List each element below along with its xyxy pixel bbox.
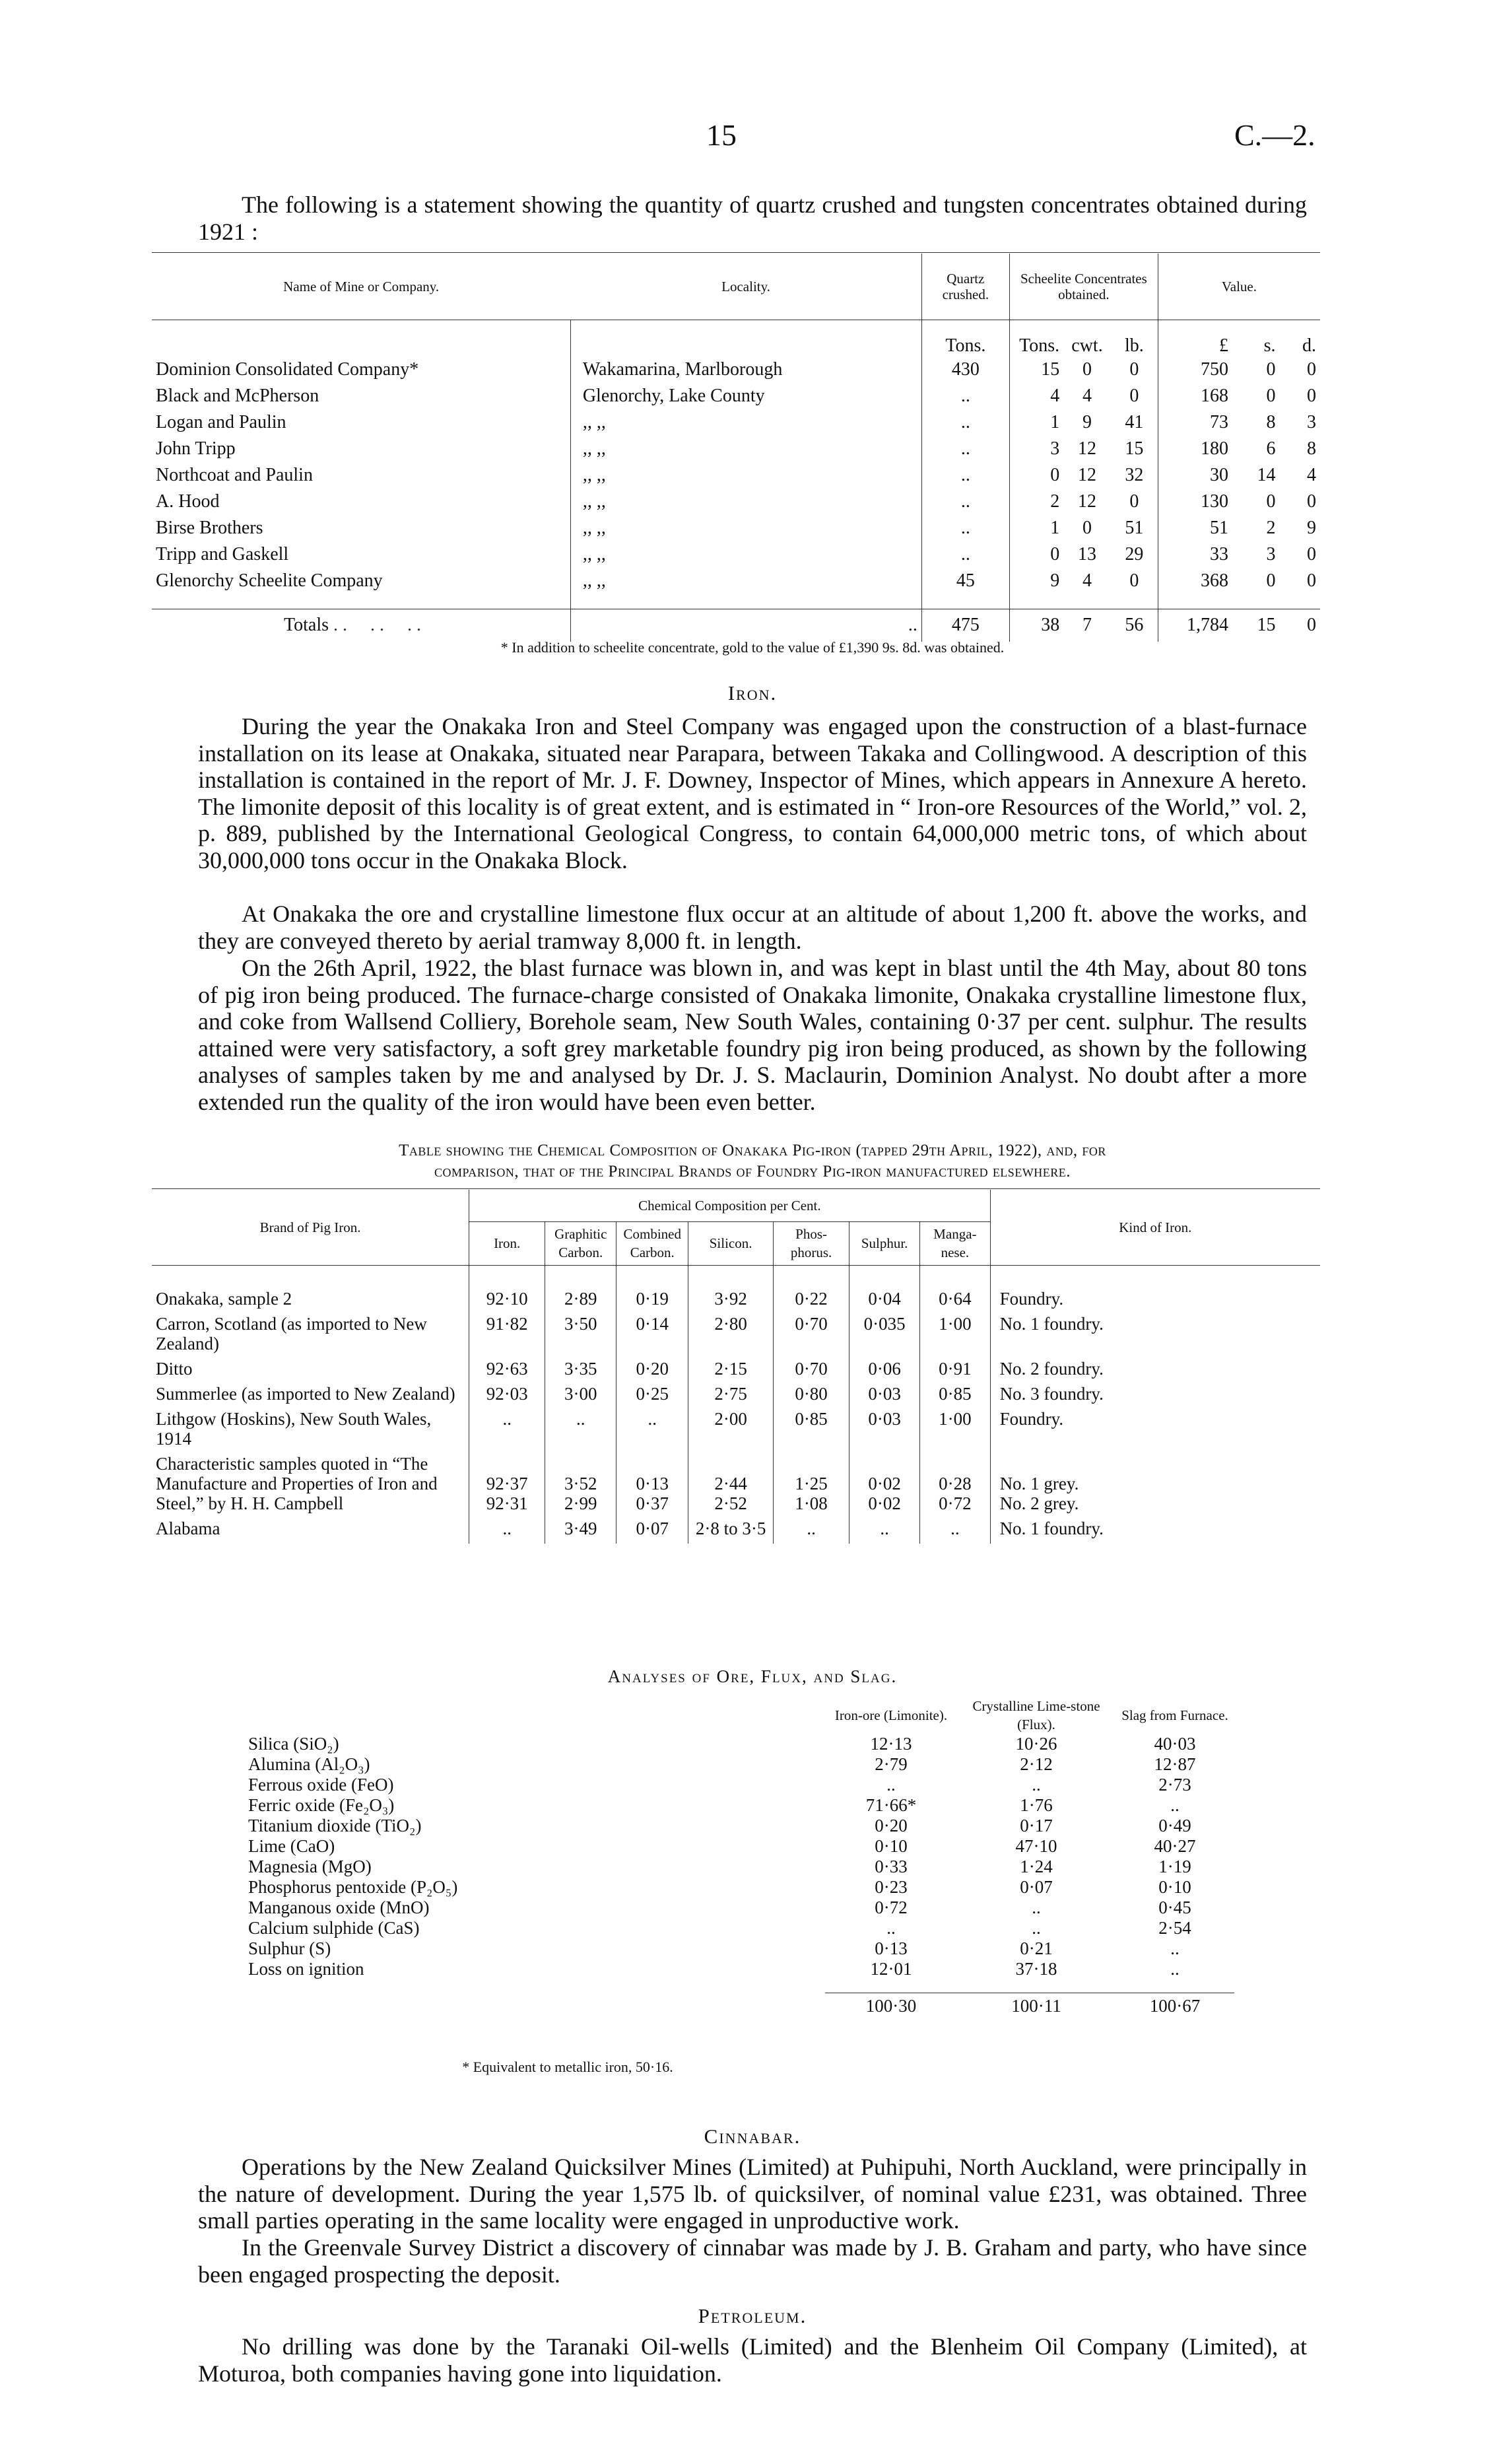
cell-slag: 40·27 — [1154, 1836, 1196, 1856]
cell-flux: 1·24 — [1020, 1857, 1053, 1876]
cell-flux: 0·21 — [1020, 1938, 1053, 1958]
table-row — [152, 1454, 1320, 1519]
cell-d: 3 — [1307, 412, 1316, 432]
cell-slag: 2·54 — [1158, 1918, 1191, 1938]
cell-locality: Glenorchy, Lake County — [570, 383, 921, 409]
cell-tons: 15 — [1009, 357, 1063, 383]
cell-pound: 51 — [1158, 515, 1232, 541]
cell-manganese: 0·28 0·72 — [920, 1454, 990, 1519]
cell-constituent: Silica (SiO₂) — [248, 1734, 339, 1754]
table-row — [244, 1877, 1234, 1898]
cell-sulphur: 0·03 — [849, 1409, 920, 1454]
cell-s: 6 — [1266, 438, 1276, 459]
petroleum-heading: Petroleum. — [698, 2304, 807, 2327]
quartz-table — [152, 254, 1320, 642]
totals-lb: 56 — [1125, 615, 1144, 636]
table-row — [152, 383, 1320, 409]
cell-lb: 51 — [1125, 518, 1144, 538]
cell-manganese: 1·00 — [920, 1314, 990, 1359]
pig-table-top-rule — [152, 1188, 1320, 1189]
pig-table-caption-1: Table showing the Chemical Composition of Onakaka Pig-iron (tapped 29th April, 1922), and, for — [399, 1142, 1106, 1159]
cell-silicon: 2·15 — [688, 1359, 774, 1384]
cell-graphitic: 2·89 — [545, 1289, 616, 1314]
cell-flux: .. — [1032, 1775, 1041, 1795]
cell-name: Birse Brothers — [156, 518, 263, 538]
cell-manganese: 1·00 — [920, 1409, 990, 1454]
cell-d: 0 — [1307, 491, 1316, 512]
cell-pound: 180 — [1158, 436, 1232, 462]
cell-slag: 0·45 — [1158, 1898, 1191, 1917]
cell-quartz: 45 — [921, 568, 1009, 594]
col-header-sulphur: Sulphur. — [849, 1221, 920, 1265]
cell-s: 3 — [1266, 544, 1276, 565]
cell-ore: 0·33 — [875, 1857, 908, 1876]
cell-silicon: 2·00 — [688, 1409, 774, 1454]
unit-d: d. — [1302, 335, 1316, 356]
cell-phosphorus: 0·85 — [774, 1409, 849, 1454]
cell-lb: 15 — [1125, 438, 1144, 459]
cell-d: 0 — [1307, 359, 1316, 380]
cell-iron: .. — [469, 1519, 545, 1544]
table-row — [244, 1754, 1234, 1775]
col-header-chem-group: Chemical Composition per Cent. — [469, 1190, 990, 1221]
cell-pound: 30 — [1158, 462, 1232, 489]
ore-table — [244, 1697, 1234, 2019]
cell-cwt: 12 — [1077, 491, 1096, 512]
cell-lb: 41 — [1125, 412, 1144, 432]
cell-quartz: .. — [921, 462, 1009, 489]
iron-paragraph-1: During the year the Onakaka Iron and Steel Company was engaged upon the construction of a blast-furnace installation on its lease at Onakaka, situated near Parapara, between Takaka and Collingwood. A description of this installation is contained in the report of Mr. J. F. Downey, Inspector of Mines, which appears in Annexure A hereto. The limonite deposit of this locality is of great extent, and is estimated in “ Iron-ore Resources of the World,” vol. 2, p. 889, published by the International Geological Congress, to contain 64,000,000 metric tons, of which about 30,000,000 tons occur in the Onakaka Block. — [198, 713, 1307, 873]
cell-graphitic: 3·49 — [545, 1519, 616, 1544]
cell-kind: Foundry. — [990, 1289, 1320, 1314]
cell-brand: Alabama — [156, 1519, 220, 1538]
cell-phosphorus: 0·22 — [774, 1289, 849, 1314]
cell-name: Dominion Consolidated Company* — [156, 359, 419, 380]
cell-iron: 92·03 — [469, 1384, 545, 1409]
cell-locality: ,, ,, — [570, 409, 921, 436]
cell-name: Northcoat and Paulin — [156, 465, 313, 485]
cell-flux: 0·07 — [1020, 1877, 1053, 1897]
cell-slag: 0·49 — [1158, 1816, 1191, 1835]
cell-pound: 33 — [1158, 541, 1232, 568]
cell-pound: 168 — [1158, 383, 1232, 409]
cell-constituent: Titanium dioxide (TiO₂) — [248, 1816, 422, 1835]
cell-locality: ,, ,, — [570, 462, 921, 489]
cell-constituent: Alumina (Al₂O₃) — [248, 1754, 370, 1774]
cell-tons: 3 — [1009, 436, 1063, 462]
col-header-locality: Locality. — [721, 278, 771, 294]
table-row — [244, 1959, 1234, 1979]
intro-paragraph: The following is a statement showing the quantity of quartz crushed and tungsten concentrates obtained during 1921 : — [198, 191, 1307, 245]
cell-constituent: Manganous oxide (MnO) — [248, 1898, 430, 1917]
cell-phosphorus: 0·70 — [774, 1359, 849, 1384]
cell-cwt: 0 — [1082, 359, 1092, 380]
cell-lb: 32 — [1125, 465, 1144, 485]
table-row — [152, 568, 1320, 594]
cell-manganese: 0·91 — [920, 1359, 990, 1384]
cell-quartz: .. — [921, 436, 1009, 462]
cell-lb: 0 — [1129, 359, 1139, 380]
cell-iron: 91·82 — [469, 1314, 545, 1359]
cell-flux: .. — [1032, 1898, 1041, 1917]
flux-total: 100·11 — [1011, 1995, 1061, 2016]
cell-kind: No. 1 foundry. — [990, 1314, 1320, 1359]
cell-ore: 0·72 — [875, 1898, 908, 1917]
totals-cwt: 7 — [1082, 615, 1092, 636]
cell-combined: 0·13 0·37 — [616, 1454, 688, 1519]
cell-flux: .. — [1032, 1918, 1041, 1938]
cell-pound: 750 — [1158, 357, 1232, 383]
totals-tons: 38 — [1009, 609, 1063, 642]
cell-brand: Summerlee (as imported to New Zealand) — [156, 1384, 455, 1404]
cell-constituent: Ferrous oxide (FeO) — [248, 1775, 394, 1795]
col-header-iron: Iron. — [469, 1221, 545, 1265]
table-row — [152, 541, 1320, 568]
cell-ore: 2·79 — [875, 1754, 908, 1774]
cell-tons: 2 — [1009, 489, 1063, 515]
cell-graphitic: 3·35 — [545, 1359, 616, 1384]
unit-s: s. — [1263, 335, 1276, 356]
unit-cwt: cwt. — [1071, 335, 1103, 356]
table-row — [152, 1384, 1320, 1409]
cell-iron: 92·10 — [469, 1289, 545, 1314]
iron-paragraph-3: On the 26th April, 1922, the blast furnace was blown in, and was kept in blast until the 4th May, about 80 tons of pig iron being produced. The furnace-charge consisted of Onakaka limonite, Onakaka crystalline limestone flux, and coke from Wallsend Colliery, Borehole seam, New South Wales, containing 0·37 per cent. sulphur. The results attained were very satisfactory, a soft grey marketable foundry pig iron being produced, as shown by the following analyses of samples taken by me and analysed by Dr. J. S. Maclaurin, Dominion Analyst. No doubt after a more extended run the quality of the iron would have been even better. — [198, 955, 1307, 1115]
cell-d: 8 — [1307, 438, 1316, 459]
cell-d: 9 — [1307, 518, 1316, 538]
cell-sulphur: 0·035 — [849, 1314, 920, 1359]
cell-brand: Onakaka, sample 2 — [156, 1289, 292, 1309]
ore-total: 100·30 — [865, 1995, 917, 2016]
cell-ore: .. — [886, 1918, 896, 1938]
cell-combined: 0·19 — [616, 1289, 688, 1314]
petroleum-paragraph-1: No drilling was done by the Taranaki Oil-wells (Limited) and the Blenheim Oil Company (Limited), at Moturoa, both companies having gone into liquidation. — [198, 2333, 1307, 2387]
cell-s: 2 — [1266, 518, 1276, 538]
col-header-brand: Brand of Pig Iron. — [259, 1219, 361, 1235]
cell-phosphorus: 0·70 — [774, 1314, 849, 1359]
col-header-flux: Crystalline Lime-stone (Flux). — [972, 1698, 1100, 1732]
table-row — [244, 1836, 1234, 1857]
unit-lb: lb. — [1124, 335, 1144, 356]
cell-ore: 0·23 — [875, 1877, 908, 1897]
col-header-value: Value. — [1158, 254, 1320, 320]
cell-silicon: 2·8 to 3·5 — [688, 1519, 774, 1544]
ore-totals-row — [244, 1993, 1234, 2019]
cell-locality: ,, ,, — [570, 568, 921, 594]
cell-kind: No. 3 foundry. — [990, 1384, 1320, 1409]
cell-tons: 0 — [1009, 462, 1063, 489]
cell-s: 8 — [1266, 412, 1276, 432]
cell-slag: .. — [1170, 1795, 1180, 1815]
cell-cwt: 4 — [1082, 570, 1092, 591]
table-row — [152, 462, 1320, 489]
cell-lb: 29 — [1125, 544, 1144, 565]
pig-iron-table — [152, 1190, 1320, 1544]
cell-constituent: Loss on ignition — [248, 1959, 364, 1979]
cell-ore: 0·13 — [875, 1938, 908, 1958]
cell-combined: 0·07 — [616, 1519, 688, 1544]
cell-constituent: Sulphur (S) — [248, 1938, 331, 1958]
cell-slag: 1·19 — [1158, 1857, 1191, 1876]
cell-constituent: Ferric oxide (Fe₂O₃) — [248, 1795, 395, 1815]
cell-s: 14 — [1257, 465, 1276, 485]
cell-sulphur: .. — [849, 1519, 920, 1544]
table-row — [244, 1898, 1234, 1918]
cell-brand: Characteristic samples quoted in “The Manufacture and Properties of Iron and Steel,” by H. H. Campbell — [156, 1454, 438, 1513]
table-row — [152, 515, 1320, 541]
cell-constituent: Magnesia (MgO) — [248, 1857, 372, 1876]
totals-s: 15 — [1257, 615, 1276, 636]
col-header-ore: Iron-ore (Limonite). — [834, 1707, 948, 1723]
cell-d: 0 — [1307, 386, 1316, 406]
totals-d: 0 — [1307, 615, 1316, 636]
cell-name: John Tripp — [156, 438, 236, 459]
table-row — [244, 1857, 1234, 1877]
table-row — [152, 489, 1320, 515]
table-top-rule — [152, 252, 1320, 253]
cell-locality: ,, ,, — [570, 489, 921, 515]
cell-flux: 2·12 — [1020, 1754, 1053, 1774]
cell-tons: 9 — [1009, 568, 1063, 594]
cell-s: 0 — [1266, 386, 1276, 406]
table-row — [152, 1289, 1320, 1314]
cell-s: 0 — [1266, 570, 1276, 591]
totals-pound: 1,784 — [1158, 609, 1232, 642]
cell-tons: 1 — [1009, 515, 1063, 541]
table-row — [244, 1918, 1234, 1938]
cell-name: Logan and Paulin — [156, 412, 286, 432]
cell-silicon: 2·80 — [688, 1314, 774, 1359]
quartz-footnote: * In addition to scheelite concentrate, gold to the value of £1,390 9s. 8d. was obtained. — [500, 639, 1005, 656]
cell-slag: 40·03 — [1154, 1734, 1196, 1754]
unit-tons2: Tons. — [1009, 320, 1063, 357]
cell-combined: 0·20 — [616, 1359, 688, 1384]
cell-cwt: 9 — [1082, 412, 1092, 432]
cell-name: A. Hood — [156, 491, 220, 512]
slag-total: 100·67 — [1149, 1995, 1201, 2016]
iron-paragraph-2: At Onakaka the ore and crystalline limestone flux occur at an altitude of about 1,200 ft. above the works, and they are conveyed thereto by aerial tramway 8,000 ft. in length. — [198, 901, 1307, 954]
table-row — [244, 1775, 1234, 1795]
cell-graphitic: 3·50 — [545, 1314, 616, 1359]
cell-pound: 130 — [1158, 489, 1232, 515]
cell-phosphorus: 0·80 — [774, 1384, 849, 1409]
cell-constituent: Phosphorus pentoxide (P₂O₅) — [248, 1877, 458, 1897]
totals-label: Totals — [284, 615, 329, 636]
table-row — [244, 1816, 1234, 1836]
cell-constituent: Calcium sulphide (CaS) — [248, 1918, 420, 1938]
cell-locality: ,, ,, — [570, 436, 921, 462]
cell-quartz: .. — [921, 383, 1009, 409]
cell-cwt: 13 — [1077, 544, 1096, 565]
cell-phosphorus: .. — [774, 1519, 849, 1544]
cell-lb: 0 — [1129, 491, 1139, 512]
cell-s: 0 — [1266, 491, 1276, 512]
totals-quartz: 475 — [921, 609, 1009, 642]
cell-sulphur: 0·04 — [849, 1289, 920, 1314]
col-header-combined: Combined Carbon. — [616, 1221, 688, 1265]
cell-slag: .. — [1170, 1959, 1180, 1979]
page-number: 15 — [706, 118, 737, 152]
cell-iron: 92·63 — [469, 1359, 545, 1384]
cell-ore: 0·20 — [875, 1816, 908, 1835]
table-row — [152, 409, 1320, 436]
cell-sulphur: 0·06 — [849, 1359, 920, 1384]
cell-cwt: 0 — [1082, 518, 1092, 538]
cell-pound: 368 — [1158, 568, 1232, 594]
cell-combined: .. — [616, 1409, 688, 1454]
table-row — [152, 436, 1320, 462]
cell-ore: .. — [886, 1775, 896, 1795]
cell-locality: Wakamarina, Marlborough — [570, 357, 921, 383]
cell-d: 0 — [1307, 570, 1316, 591]
table-row — [244, 1795, 1234, 1816]
cell-quartz: 430 — [921, 357, 1009, 383]
table-row — [244, 1734, 1234, 1754]
col-header-quartz: Quartz crushed. — [921, 254, 1009, 320]
cell-kind: Foundry. — [990, 1409, 1320, 1454]
ore-footnote: * Equivalent to metallic iron, 50·16. — [462, 2059, 673, 2075]
cell-manganese: 0·64 — [920, 1289, 990, 1314]
cinnabar-heading: Cinnabar. — [704, 2125, 801, 2148]
cell-iron: .. — [469, 1409, 545, 1454]
cell-slag: .. — [1170, 1938, 1180, 1958]
cell-brand: Lithgow (Hoskins), New South Wales, 1914 — [156, 1409, 432, 1449]
table-row — [244, 1938, 1234, 1959]
cell-flux: 47·10 — [1015, 1836, 1057, 1856]
cell-flux: 0·17 — [1020, 1816, 1053, 1835]
cell-cwt: 12 — [1077, 438, 1096, 459]
cell-locality: ,, ,, — [570, 515, 921, 541]
cell-sulphur: 0·02 0·02 — [849, 1454, 920, 1519]
cell-cwt: 12 — [1077, 465, 1096, 485]
cell-sulphur: 0·03 — [849, 1384, 920, 1409]
cell-graphitic: .. — [545, 1409, 616, 1454]
cell-combined: 0·25 — [616, 1384, 688, 1409]
cell-tons: 1 — [1009, 409, 1063, 436]
cell-manganese: .. — [920, 1519, 990, 1544]
cell-d: 0 — [1307, 544, 1316, 565]
col-header-graphitic: Graphitic Carbon. — [545, 1221, 616, 1265]
cell-silicon: 3·92 — [688, 1289, 774, 1314]
cell-quartz: .. — [921, 489, 1009, 515]
ore-heading: Analyses of Ore, Flux, and Slag. — [607, 1666, 898, 1686]
cell-iron: 92·37 92·31 — [469, 1454, 545, 1519]
cell-graphitic: 3·52 2·99 — [545, 1454, 616, 1519]
unit-tons: Tons. — [921, 320, 1009, 357]
cell-cwt: 4 — [1082, 386, 1092, 406]
cell-ore: 12·13 — [870, 1734, 912, 1754]
table-row — [152, 1314, 1320, 1359]
cell-quartz: .. — [921, 541, 1009, 568]
cell-name: Glenorchy Scheelite Company — [156, 570, 383, 591]
cell-combined: 0·14 — [616, 1314, 688, 1359]
col-header-slag: Slag from Furnace. — [1121, 1707, 1228, 1723]
cell-kind: No. 2 foundry. — [990, 1359, 1320, 1384]
cell-locality: ,, ,, — [570, 541, 921, 568]
cell-phosphorus: 1·25 1·08 — [774, 1454, 849, 1519]
cell-flux: 10·26 — [1015, 1734, 1057, 1754]
col-header-kind: Kind of Iron. — [990, 1190, 1320, 1265]
cell-ore: 0·10 — [875, 1836, 908, 1856]
cinnabar-paragraph-1: Operations by the New Zealand Quicksilver Mines (Limited) at Puhipuhi, North Auckland, were principally in the nature of development. During the year 1,575 lb. of quicksilver, of nominal value £231, was obtained. Three small parties operating in the same locality were engaged in unproductive work. — [198, 2154, 1307, 2234]
col-header-silicon: Silicon. — [688, 1221, 774, 1265]
cell-silicon: 2·75 — [688, 1384, 774, 1409]
col-header-name: Name of Mine or Company. — [283, 278, 440, 294]
cell-manganese: 0·85 — [920, 1384, 990, 1409]
cell-kind: No. 1 grey. No. 2 grey. — [990, 1454, 1320, 1519]
cell-flux: 37·18 — [1015, 1959, 1057, 1979]
col-header-phosphorus: Phos-phorus. — [774, 1221, 849, 1265]
col-header-manganese: Manga-nese. — [920, 1221, 990, 1265]
cell-flux: 1·76 — [1020, 1795, 1053, 1815]
pig-table-caption-2: comparison, that of the Principal Brands of Foundry Pig-iron manufactured elsewhere. — [434, 1163, 1071, 1181]
cell-s: 0 — [1266, 359, 1276, 380]
cell-silicon: 2·44 2·52 — [688, 1454, 774, 1519]
cell-slag: 2·73 — [1158, 1775, 1191, 1795]
cell-lb: 0 — [1129, 570, 1139, 591]
cell-quartz: .. — [921, 515, 1009, 541]
totals-locality: .. — [570, 609, 921, 642]
cell-lb: 0 — [1129, 386, 1139, 406]
cell-ore: 71·66* — [865, 1795, 917, 1815]
unit-pound: £ — [1158, 320, 1232, 357]
document-code: C.—2. — [1234, 118, 1315, 152]
iron-heading: Iron. — [727, 681, 778, 704]
cell-slag: 0·10 — [1158, 1877, 1191, 1897]
table-row — [152, 357, 1320, 383]
cell-brand: Carron, Scotland (as imported to New Zealand) — [156, 1314, 427, 1353]
table-row — [152, 1519, 1320, 1544]
cell-tons: 0 — [1009, 541, 1063, 568]
cell-quartz: .. — [921, 409, 1009, 436]
cell-ore: 12·01 — [870, 1959, 912, 1979]
cell-constituent: Lime (CaO) — [248, 1836, 335, 1856]
table-row — [152, 1359, 1320, 1384]
cell-brand: Ditto — [156, 1359, 193, 1379]
cell-name: Tripp and Gaskell — [156, 544, 289, 565]
cinnabar-paragraph-2: In the Greenvale Survey District a discovery of cinnabar was made by J. B. Graham and party, who have since been engaged prospecting the deposit. — [198, 2234, 1307, 2288]
totals-row: Totals . . . . . . .. 475 38 7 56 1,784 15 0 — [152, 609, 1320, 642]
cell-d: 4 — [1307, 465, 1316, 485]
cell-graphitic: 3·00 — [545, 1384, 616, 1409]
cell-tons: 4 — [1009, 383, 1063, 409]
cell-slag: 12·87 — [1154, 1754, 1196, 1774]
table-row — [152, 1409, 1320, 1454]
cell-kind: No. 1 foundry. — [990, 1519, 1320, 1544]
cell-name: Black and McPherson — [156, 386, 319, 406]
cell-pound: 73 — [1158, 409, 1232, 436]
col-header-scheelite: Scheelite Concentrates obtained. — [1009, 254, 1158, 320]
